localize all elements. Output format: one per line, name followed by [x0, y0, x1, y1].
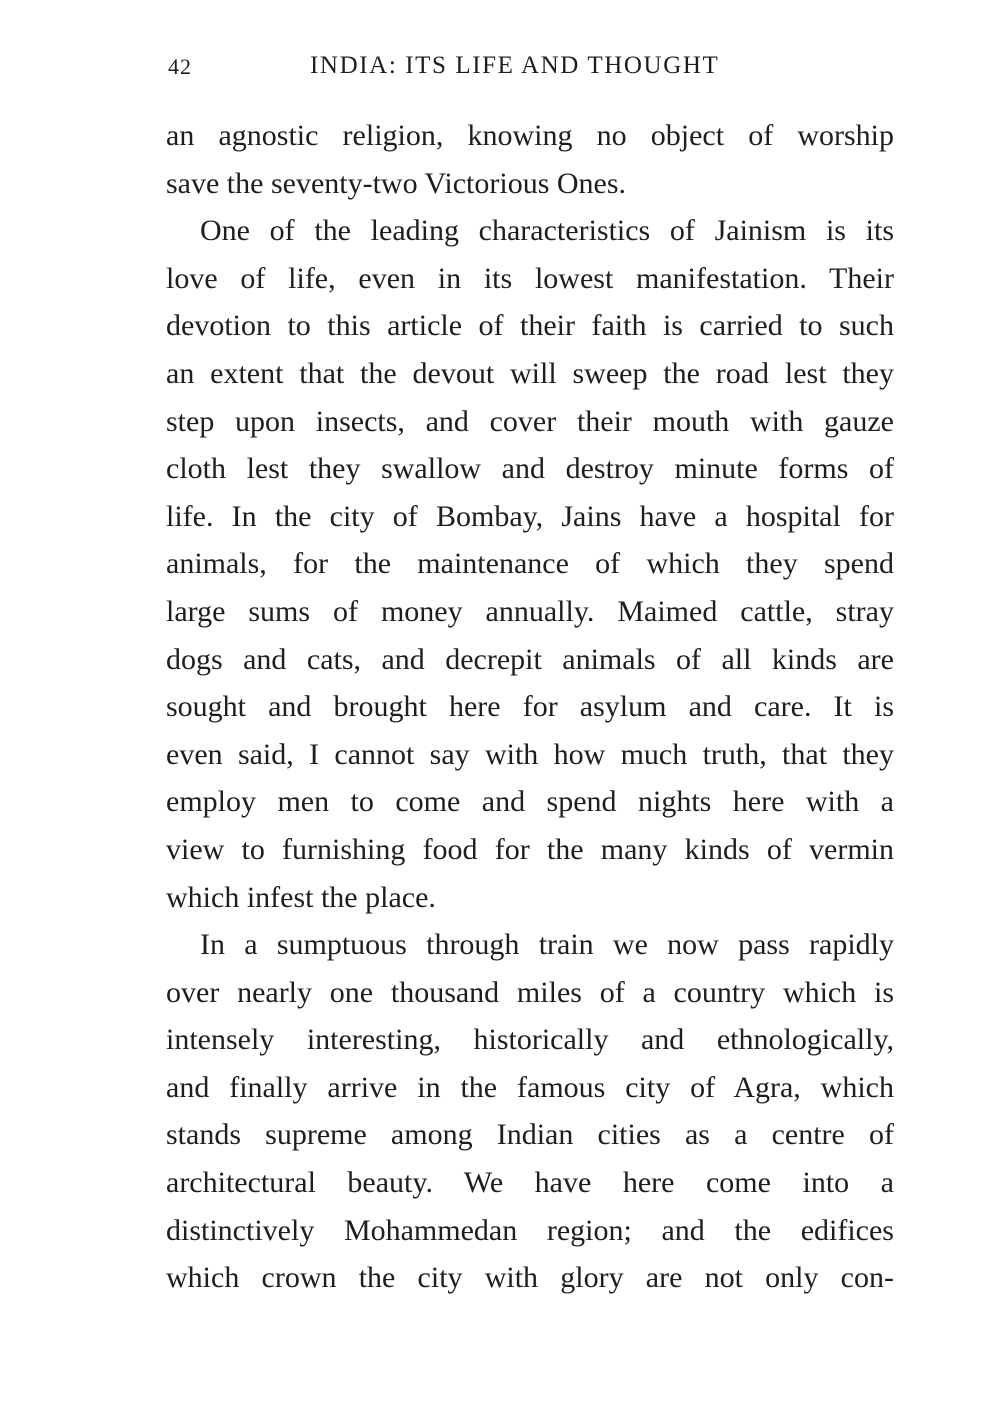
text-line: step upon insects, and cover their mouth with gauze — [166, 404, 894, 438]
text-line: One of the leading characteristics of Jainism is its — [200, 214, 894, 248]
page-header — [168, 52, 896, 84]
text-line: which crown the city with glory are not only con- — [166, 1261, 894, 1295]
text-line: animals, for the maintenance of which they spend — [166, 547, 894, 581]
text-line: architectural beauty. We have here come into a — [166, 1166, 894, 1200]
paragraph — [166, 207, 894, 921]
text-line: save the seventy-two Victorious Ones. — [166, 166, 627, 200]
text-line: intensely interesting, historically and ethnologically, — [166, 1023, 894, 1057]
text-line: view to furnishing food for the many kinds of vermin — [166, 832, 894, 866]
text-line: dogs and cats, and decrepit animals of all kinds are — [166, 642, 894, 676]
text-line: and finally arrive in the famous city of Agra, which — [166, 1070, 894, 1104]
paragraph — [166, 112, 894, 207]
text-line: which infest the place. — [166, 880, 436, 914]
text-line: In a sumptuous through train we now pass rapidly — [200, 928, 894, 962]
text-line: even said, I cannot say with how much truth, that they — [166, 737, 894, 771]
text-line: over nearly one thousand miles of a country which is — [166, 975, 894, 1009]
text-line: devotion to this article of their faith is carried to such — [166, 309, 894, 343]
running-head: INDIA: ITS LIFE AND THOUGHT — [310, 52, 720, 79]
text-line: large sums of money annually. Maimed cattle, stray — [166, 594, 894, 628]
body-text — [166, 112, 894, 1302]
text-line: stands supreme among Indian cities as a centre of — [166, 1118, 894, 1152]
text-line: life. In the city of Bombay, Jains have a hospital for — [166, 499, 894, 533]
paragraph — [166, 921, 894, 1302]
page-number: 42 — [168, 54, 192, 79]
text-line: sought and brought here for asylum and care. It is — [166, 690, 894, 724]
text-line: an extent that the devout will sweep the road lest they — [166, 356, 894, 390]
text-line: an agnostic religion, knowing no object of worship — [166, 119, 894, 152]
text-line: love of life, even in its lowest manifestation. Their — [166, 261, 894, 295]
text-line: employ men to come and spend nights here with a — [166, 785, 894, 819]
text-line: cloth lest they swallow and destroy minute forms of — [166, 452, 894, 486]
text-line: distinctively Mohammedan region; and the edifices — [166, 1213, 894, 1247]
